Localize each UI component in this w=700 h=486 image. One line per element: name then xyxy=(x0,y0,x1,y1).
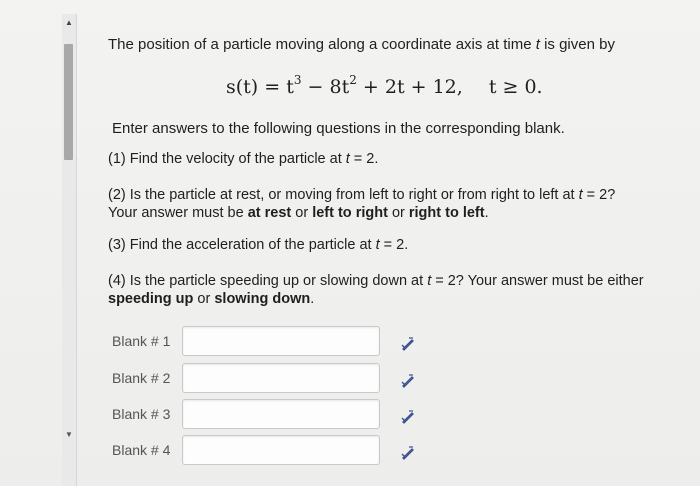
blank-input-1[interactable] xyxy=(182,326,380,356)
blank-label-2: Blank # 2 xyxy=(112,370,171,386)
scroll-up-arrow-icon[interactable]: ▲ xyxy=(65,17,73,27)
question-3: (3) Find the acceleration of the particle at t = 2. xyxy=(108,237,409,253)
question-2: (2) Is the particle at rest, or moving from left to right or from right to left at t = 2? Your answer must be at rest or left to right or right to left. xyxy=(108,187,616,221)
question-4: (4) Is the particle speeding up or slowing down at t = 2? Your answer must be either speeding up or slowing down. xyxy=(108,273,644,307)
blank-label-1: Blank # 1 xyxy=(112,333,171,349)
blank-label-3: Blank # 3 xyxy=(112,406,171,422)
scroll-down-arrow-icon[interactable]: ▼ xyxy=(65,429,73,439)
scrollbar-thumb[interactable] xyxy=(64,44,73,160)
blank-label-4: Blank # 4 xyxy=(112,442,171,458)
problem-intro: The position of a particle moving along a coordinate axis at time t is given by xyxy=(108,36,615,53)
blank-input-4[interactable] xyxy=(182,435,380,465)
blank-input-3[interactable] xyxy=(182,399,380,429)
blank-input-2[interactable] xyxy=(182,363,380,393)
position-function: $s(t) = t^3 - 8t^2 + 2t + 12$, t ≥ 0. xyxy=(226,73,543,98)
pencil-check-icon[interactable] xyxy=(400,445,416,461)
pencil-check-icon[interactable] xyxy=(400,336,416,352)
question-1: (1) Find the velocity of the particle at t = 2. xyxy=(108,151,379,167)
domain-condition: t ≥ 0. xyxy=(488,76,543,98)
instructions: Enter answers to the following questions in the corresponding blank. xyxy=(112,120,565,137)
pencil-check-icon[interactable] xyxy=(400,373,416,389)
scrollbar[interactable] xyxy=(62,14,77,486)
pencil-check-icon[interactable] xyxy=(400,409,416,425)
